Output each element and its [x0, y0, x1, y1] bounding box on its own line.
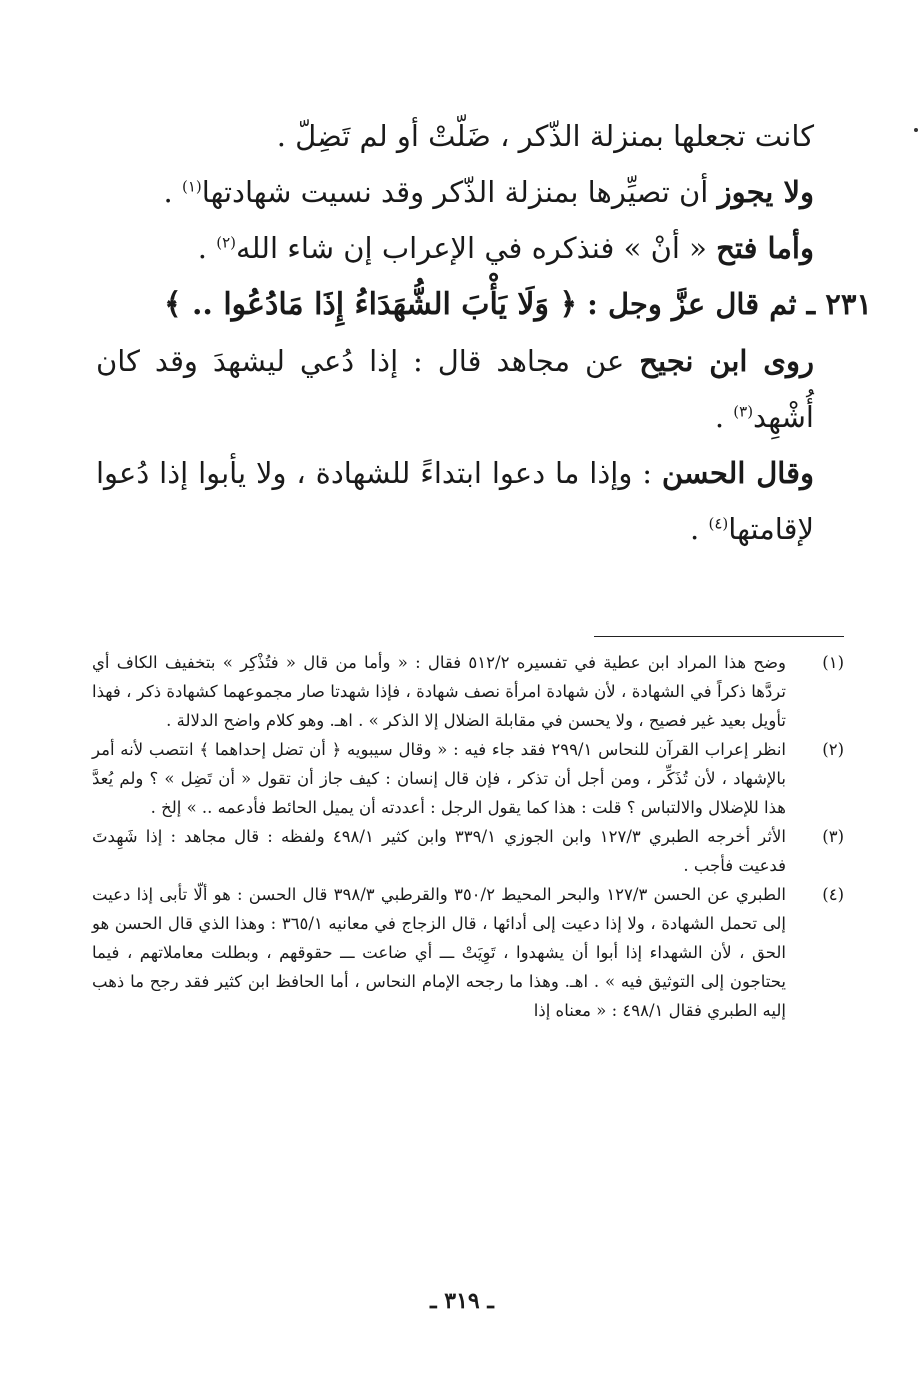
- main-text: [96, 108, 872, 557]
- footnote-ref-4[interactable]: (٤): [708, 514, 729, 533]
- footnote-separator: [594, 636, 844, 637]
- line2-text: أن تصيِّرها بمنزلة الذّكر وقد نسيت شهادتها: [201, 175, 718, 209]
- footnote-1: [92, 648, 844, 735]
- margin-mark: [914, 128, 918, 132]
- quran-verse: ﴿ وَلَا يَأْبَ الشُّهَدَاءُ إِذَا مَادُعُوا .. ﴾: [163, 287, 578, 322]
- footnote-text: الطبري عن الحسن ١٢٧/٣ والبحر المحيط ٣٥٠/٢ والقرطبي ٣٩٨/٣ قال الحسن : هو ألّا تأبى إذا دعيت إلى تحمل الشهادة ، ولا إذا دعيت إلى أدائها ، قال الزجاج في معانيه ٣٦٥/١ : وهذا الذي قال الحسن هو الحق ، لأن الشهداء إذا أبوا أن يشهدوا ، تَوِيَتْ ـــ أي ضاعت ـــ حقوقهم ، وبطلت معاملاتهم ، فيما يحتاجون إلى التوثيق فيه » . اهـ. وهذا ما رجحه الإمام النحاس ، أما الحافظ ابن كثير فقد رجح ما ذهب إليه الطبري فقال ٤٩٨/١ : « معناه إذا: [92, 885, 787, 1020]
- para1-bold: روى ابن نجيح: [639, 344, 814, 378]
- paragraph-1: [96, 333, 814, 445]
- text-line-3: [96, 220, 814, 276]
- footnote-number: (٣): [822, 827, 844, 846]
- footnote-ref-2[interactable]: (٢): [216, 233, 237, 252]
- footnote-2: [92, 735, 844, 822]
- line1-text: كانت تجعلها بمنزلة الذّكر ، ضَلّتْ أو لم تَضِلّ .: [276, 119, 814, 153]
- text-line-1: [96, 108, 814, 164]
- section-intro: ثم قال عزَّ وجل :: [577, 287, 807, 321]
- footnote-3: [92, 822, 844, 880]
- section-number: ٢٣١ ـ: [806, 287, 872, 321]
- line3-text: « أنْ » فنذكره في الإعراب إن شاء الله: [236, 231, 717, 265]
- footnotes: [92, 648, 844, 1025]
- line2-bold: ولا يجوز: [717, 175, 814, 209]
- footnote-number: (١): [822, 653, 844, 672]
- footnote-ref-3[interactable]: (٣): [733, 402, 754, 421]
- footnote-4: [92, 880, 844, 1025]
- line3-bold: وأما فتح: [716, 231, 814, 265]
- line2-end: .: [163, 175, 182, 209]
- footnote-number: (٤): [822, 885, 844, 904]
- text-line-2: [96, 164, 814, 220]
- para2-bold: وقال الحسن: [661, 456, 814, 490]
- paragraph-2: [96, 445, 814, 557]
- page-number: ـ ٣١٩ ـ: [430, 1288, 494, 1314]
- para2-end: .: [690, 512, 709, 546]
- footnote-text: انظر إعراب القرآن للنحاس ٢٩٩/١ فقد جاء فيه : « وقال سيبويه ﴿ أن تضل إحداهما ﴾ انتصب لأنه أمر بالإشهاد ، لأن تُذَكِّر ، ومن أجل أن تذكر ، فإن قال إنسان : كيف جاز أن تقول « أن تَضِل » ؟ ولم يُعدَّ هذا للإضلال والالتباس ؟ قلت : هذا كما يقول الرجل : أعددته أن يميل الحائط فأدعمه .. » إلخ .: [92, 740, 786, 817]
- footnote-text: وضح هذا المراد ابن عطية في تفسيره ٥١٢/٢ فقال : « وأما من قال « فتُذْكِر » بتخفيف الكاف أي تردَّها ذكراً في الشهادة ، لأن شهادة امرأة نصف شهادة ، فإذا شهدتا صار مجموعهما كشهادة ذكر ، فهذا تأويل بعيد غير فصيح ، ولا يحسن في مقابلة الضلال إلا الذكر » . اهـ. وهو كلام واضح الدلالة .: [92, 653, 786, 730]
- line3-end: .: [197, 231, 217, 265]
- footnote-ref-1[interactable]: (١): [181, 177, 202, 196]
- para1-end: .: [714, 400, 734, 434]
- para1-text: عن مجاهد قال : إذا دُعي ليشهدَ وقد كان أُشْهِد: [96, 344, 814, 434]
- footnote-number: (٢): [822, 740, 844, 759]
- para2-text: : وإذا ما دعوا ابتداءً للشهادة ، ولا يأبوا إذا دُعوا لإقامتها: [96, 456, 814, 546]
- section-heading: [96, 276, 872, 333]
- footnote-text: الأثر أخرجه الطبري ١٢٧/٣ وابن الجوزي ٣٣٩/١ وابن كثير ٤٩٨/١ ولفظه : قال مجاهد : إذا شَهِدتَ فدعيت فأجب .: [92, 827, 787, 875]
